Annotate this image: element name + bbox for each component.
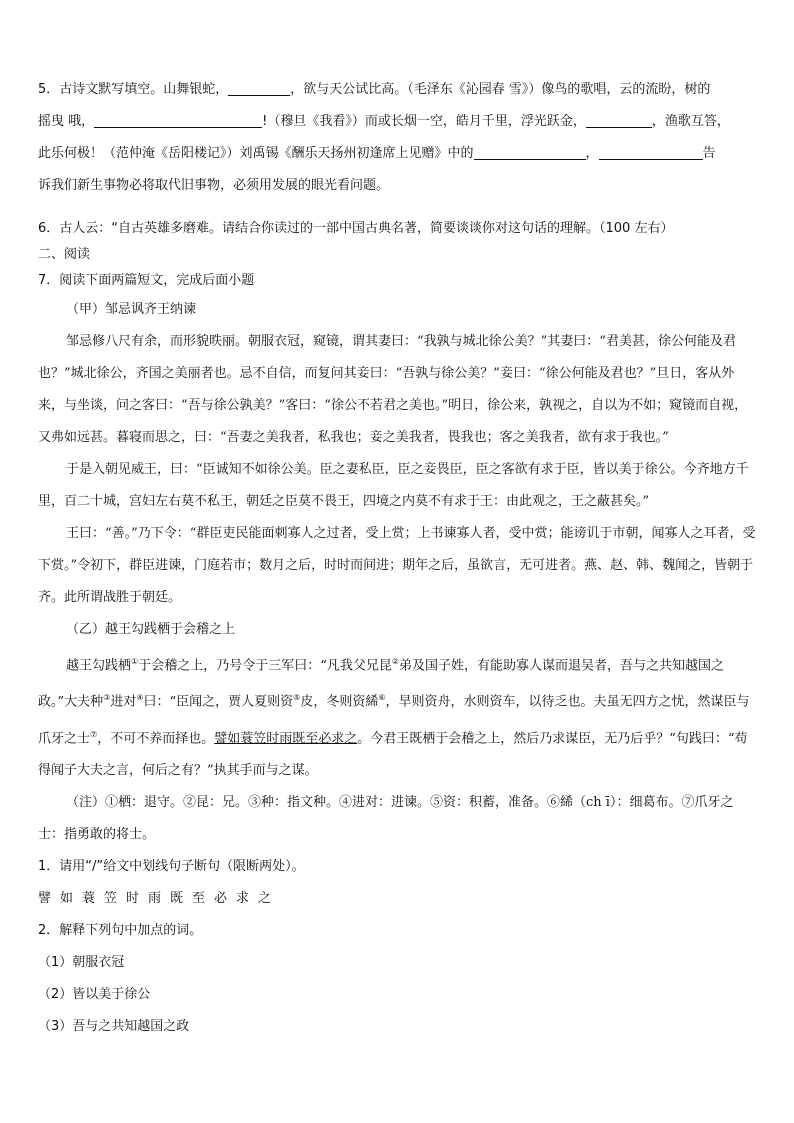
sub-question-1-title: 1．请用“/”给文中划线句子断句（限断两处）。 (38, 858, 305, 874)
q5-line-1 (38, 74, 758, 106)
q5-text: ，渔歌互答， (651, 114, 730, 129)
q6-text: 6．古人云：“自古英雄多磨难。请结合你读过的一部中国古典名著，简要谈谈你对这句话的理解。（100 左右） (38, 221, 674, 236)
footnote-mark: ① (131, 657, 139, 666)
passage-text: 越王勾践栖 (66, 658, 132, 674)
sub-question-2-item: （3）吾与之共知越国之政 (38, 1018, 190, 1034)
footnote-mark: ④ (136, 693, 144, 703)
sub-question-2-item: （2）皆以美于徐公 (38, 986, 151, 1002)
q5-text: 5．古诗文默写填空。山舞银蛇， (38, 82, 229, 97)
sub-question-2-title: 2．解释下列句中加点的词。 (38, 922, 203, 938)
footnote-mark: ⑤ (293, 693, 301, 703)
passage-jia-paragraph-3: 王曰：“善。”乃下令：“群臣吏民能面刺寡人之过者，受上赏；上书谏寡人者，受中赏；能谤讥于市朝，闻寡人之耳者，受下赏。”令初下，群臣进谏，门庭若市；数月之后，时时而间进；期年之后，虽欲言，无可进者。燕、赵、韩、魏闻之，皆朝于齐。此所谓战胜于朝廷。 (38, 526, 756, 605)
answer-blank[interactable] (228, 81, 290, 96)
answer-blank[interactable] (586, 113, 652, 128)
passage-jia-paragraph-2: 于是入朝见威王，曰：“臣诚知不如徐公美。臣之妻私臣，臣之妾畏臣，臣之客欲有求于臣，皆以美于徐公。今齐地方千里，百二十城，宫妇左右莫不私王，朝廷之臣莫不畏王，四境之内莫不有求于王：由此观之，王之蔽甚矣。” (38, 462, 749, 509)
passage-text: 皮，冬则资絺 (300, 694, 379, 710)
q5-text: !（穆旦《我看》）而或长烟一空，皓月千里，浮光跃金， (262, 114, 586, 129)
section-title: 二、阅读 (38, 247, 91, 262)
q5-line-2 (38, 106, 758, 138)
q5-text: ， (585, 146, 599, 161)
passage-jia-title: （甲）邹忌讽齐王纳谏 (66, 302, 197, 317)
answer-blank[interactable] (474, 145, 586, 160)
underlined-sentence: 譬如蓑笠时雨既至必求之 (214, 730, 358, 746)
passage-yi-paragraph (38, 646, 758, 787)
q5-line-3 (38, 138, 758, 170)
footnote-mark: ⑦ (90, 729, 98, 739)
q5-line-4: 诉我们新生事物必将取代旧事物，必须用发展的眼光看问题。 (38, 178, 390, 193)
q5-text: 此乐何极！（范仲淹《岳阳楼记》）刘禹锡《酬乐天扬州初逢席上见赠》中的 (38, 146, 474, 161)
passage-text: 进对 (110, 694, 137, 710)
sub-question-1-sentence[interactable]: 譬如蓑笠时雨既至必求之 (38, 890, 281, 906)
footnote-mark: ③ (103, 693, 111, 703)
passage-jia-paragraph-1: 邹忌修八尺有余，而形貌昳丽。朝服衣冠，窥镜，谓其妻曰：“我孰与城北徐公美？”其妻曰：“君美甚，徐公何能及君也？”城北徐公，齐国之美丽者也。忌不自信，而复问其妾曰：“吾孰与徐公美？”妾曰：“徐公何能及君也？”旦日，客从外来，与坐谈，问之客曰：“吾与徐公孰美？”客曰：“徐公不若君之美也。”明日，徐公来，孰视之，自以为不如；窥镜而自视，又弗如远甚。暮寝而思之，曰：“吾妻之美我者，私我也；妾之美我者，畏我也；客之美我者，欲有求于我也。” (38, 334, 748, 445)
q7-title: 7．阅读下面两篇短文，完成后面小题 (38, 273, 255, 288)
footnote-mark: ⑥ (378, 693, 386, 703)
passage-text: 曰：“臣闻之，贾人夏则资 (143, 694, 294, 710)
footnote-mark: ② (391, 657, 400, 666)
passage-text: 于会稽之上，乃号令于三军曰：“凡我父兄昆 (138, 658, 392, 674)
q5-text: 摇曳 哦， (38, 114, 95, 129)
passage-text: 弟及国子姓，有能助寡人谋而退吴者，吾与之共知越国之政。”大夫种 (38, 658, 725, 710)
passage-text: ，旱则资舟，水则资车，以待乏也。夫虽无四方之忧，然谋臣与爪牙之士 (38, 694, 750, 746)
q5-text: 告 (702, 146, 716, 161)
footnotes: （注）①栖：退守。②昆：兄。③种：指文种。④进对：进谏。⑤资：积蓄，准备。⑥絺（ch ī）：细葛布。⑦爪牙之士：指勇敢的将士。 (38, 794, 734, 842)
sub-question-2-item: （1）朝服衣冠 (38, 954, 125, 970)
answer-blank[interactable] (599, 145, 703, 160)
passage-text: ，不可不养而择也。 (97, 730, 215, 746)
q5-text: ，欲与天公试比高。（毛泽东《沁园春 雪》）像鸟的歌唱，云的流盼，树的 (290, 82, 711, 97)
exam-page (38, 74, 758, 1043)
passage-yi-title: （乙）越王勾践栖于会稽之上 (66, 622, 236, 637)
answer-blank[interactable] (94, 113, 262, 128)
passage-text: 。今君王既栖于会稽之上，然后乃求谋臣，无乃后乎？”句践曰：“苟得闻子大夫之言，何后之有？”执其手而与之谋。 (38, 730, 748, 778)
